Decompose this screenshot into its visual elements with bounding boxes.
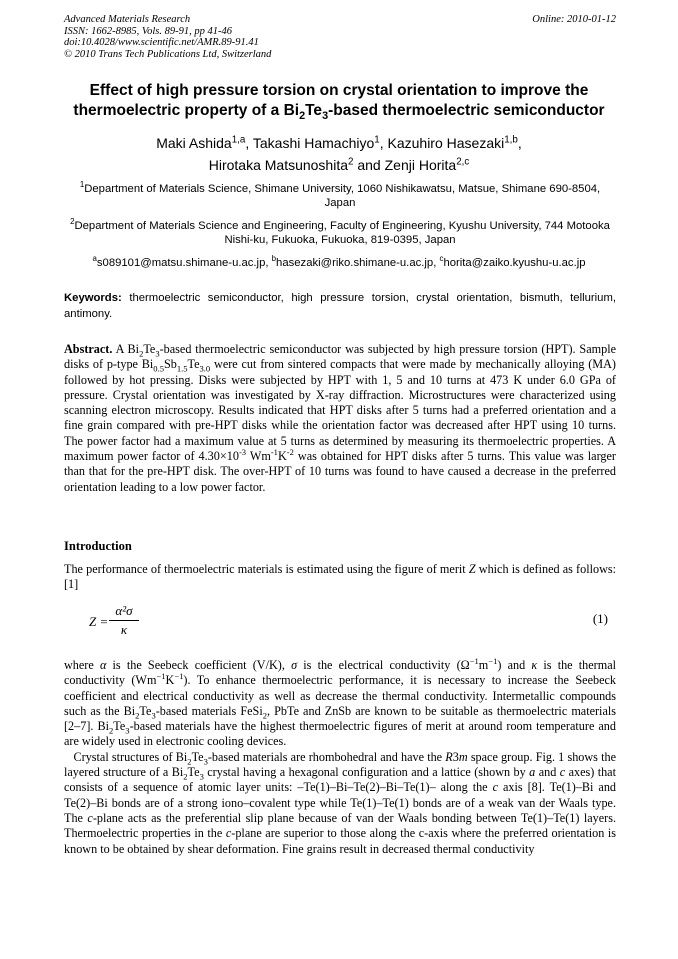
equation-numerator: α²σ [109, 603, 139, 621]
intro-paragraph-1: The performance of thermoelectric materials is estimated using the figure of merit Z which is defined as follows: [1] [64, 562, 617, 592]
email-link[interactable]: horita@zaiko.kyushu-u.ac.jp [443, 257, 586, 269]
abstract-label: Abstract. [64, 342, 113, 356]
doi-line: doi:10.4028/www.scientific.net/AMR.89-91.41 [64, 37, 259, 48]
equation-denominator: κ [120, 622, 128, 637]
author-line-2: Hirotaka Matsunoshita$^2$ and Zenji Horita$^{2,c}$ [208, 156, 470, 173]
paper-title [50, 81, 628, 121]
equation-fraction [109, 603, 139, 638]
abstract-text: A $Bi_2Te_3$-based thermoelectric semiconductor was subjected by high pressure torsion (HPT). Sample disks of p-type $Bi_{0.5}Sb_{1.5}Te_{3.0}$ were cut from sintered compacts that were made by mechanically alloying (MA) followed by hot pressing. Disks were subjected by HPT with 1, 5 and 10 turns at 473 K under 6.0 GPa of pressure. Crystal orientation was investigated by X-ray diffraction. Microstructures were characterized using scanning electron microscopy. Results indicated that HPT disks after 5 turns had a preferred orientation and a fine grain compared with pre-HPT disks while the orientation factor was decreased after HPT using 10 turns. The power factor had a maximum value at 5 turns as determined by measuring its thermoelectric properties. A maximum power factor of $4.30\times 10^{-3}$ $Wm^{-1}K^{-2}$ was obtained for HPT disks after 5 turns. This value was larger than that for the pre-HPT disk. The over-HPT of 10 turns was found to have caused a decrease in the preferred orientation leading to a low power factor. [64, 342, 616, 494]
title-line-2: thermoelectric property of a $Bi_2Te_3$-based thermoelectric semiconductor [73, 102, 605, 123]
keywords [64, 290, 616, 322]
email-link[interactable]: hasezaki@riko.shimane-u.ac.jp [276, 257, 434, 269]
author-name: Zenji Horita [384, 157, 457, 173]
abstract [64, 342, 616, 495]
journal-header [64, 14, 616, 60]
keywords-label: Keywords: [64, 292, 122, 304]
author-affiliation-mark: 1,b [504, 134, 518, 146]
email-list: $^a$s089101@matsu.shimane-u.ac.jp, $^b$hasezaki@riko.shimane-u.ac.jp, $^c$horita@zaiko.kyushu-u.ac.jp [92, 254, 586, 269]
author-list [40, 132, 638, 176]
author-name: Takashi Hamachiyo [252, 135, 375, 151]
intro-paragraph-3: Crystal structures of $Bi_2Te_3$-based materials are rhombohedral and have the R3m space group. Fig. 1 shows the layered structure of a $Bi_2Te_3$ crystal having a hexagonal configuration and a lattice (shown by a and c axes) that consists of a sequence of atomic layer units: –Te(1)–Bi–Te(2)–Bi–Te(1)– along the c axis [8]. Te(1)–Bi and Te(2)–Bi bonds are of a strong iono–covalent type while Te(1)–Te(1) bonds are of a weak van der Waals type. The c-plane acts as the preferential slip plane because of van der Waals bonding between Te(1)–Te(1) layers. Thermoelectric properties in the c-plane are superior to those along the c-axis where the preferred orientation is known to be obtained by shear deformation. Fine grains result in decreased thermal conductivity [64, 749, 617, 856]
affiliation-2: $^2$Department of Materials Science and Engineering, Faculty of Engineering, Kyushu University, 744 Motooka Nishi-ku, Fukuoka, Fukuoka, 819-0395, Japan [70, 217, 610, 246]
equation-number: (1) [592, 611, 608, 626]
affiliation-1: $^1$Department of Materials Science, Shimane University, 1060 Nishikawatsu, Matsue, Shimane 690-8504, Japan [79, 180, 601, 209]
author-affiliation-mark: 2,c [456, 156, 470, 168]
author-name: Kazuhiro Hasezaki [387, 135, 505, 151]
keywords-text: thermoelectric semiconductor, high pressure torsion, crystal orientation, bismuth, tellurium, antimony. [64, 292, 616, 320]
equation-1 [64, 603, 616, 643]
author-affiliation-mark: 1,a [231, 134, 246, 146]
intro-paragraph-2: where α is the Seebeck coefficient (V/K), σ is the electrical conductivity $(\Omega^{-1}m^{-1})$ and κ is the thermal conductivity $(Wm^{-1}K^{-1})$. To enhance thermoelectric performance, it is necessary to increase the Seebeck coefficient and electrical conductivity as well as decrease the thermal conductivity. Intermetallic compounds such as the $Bi_2Te_3$-based materials FeSi$_2$, PbTe and ZnSb are known to be suitable as thermoelectric materials [2–7]. $Bi_2Te_3$-based materials have the highest thermoelectric figures of merit at around room temperature and are widely used in electronic cooling devices. Crystal structures of $Bi_2Te_3$-based materials are rhombohedral and have the R3m space group. Fig. 1 shows the layered structure of a $Bi_2Te_3$ crystal having a hexagonal configuration and a lattice (shown by a and c axes) that consists of a sequence of atomic layer units: –Te(1)–Bi–Te(2)–Bi–Te(1)– along the c axis [8]. Te(1)–Bi and Te(2)–Bi bonds are of a strong iono–covalent type while Te(1)–Te(1) bonds are of a weak van der Waals type. The c-plane acts as the preferential slip plane because of van der Waals bonding between Te(1)–Te(1) layers. Thermoelectric properties in the c-plane are superior to those along the c-axis where the preferred orientation is known to be obtained by shear deformation. Fine grains result in decreased thermal conductivity [64, 655, 617, 856]
copyright-line: © 2010 Trans Tech Publications Ltd, Switzerland [64, 48, 272, 60]
author-line-1: Maki Ashida$^{1,a}$, Takashi Hamachiyo$^1$, Kazuhiro Hasezaki$^{1,b}$, [156, 134, 522, 151]
email-link[interactable]: s089101@matsu.shimane-u.ac.jp [96, 257, 266, 269]
author-affiliation-mark: 1 [374, 134, 380, 146]
introduction-heading: Introduction [64, 539, 132, 553]
journal-name: Advanced Materials Research [64, 14, 191, 25]
author-name: Hirotaka Matsunoshita [208, 157, 349, 173]
author-name: Maki Ashida [156, 135, 232, 151]
online-date: Online: 2010-01-12 [532, 14, 616, 25]
title-line-1: Effect of high pressure torsion on crystal orientation to improve the [89, 82, 589, 99]
issn-line: ISSN: 1662-8985, Vols. 89-91, pp 41-46 [64, 25, 232, 37]
author-affiliation-mark: 2 [348, 156, 354, 168]
equation-lhs: Z = [89, 614, 109, 629]
